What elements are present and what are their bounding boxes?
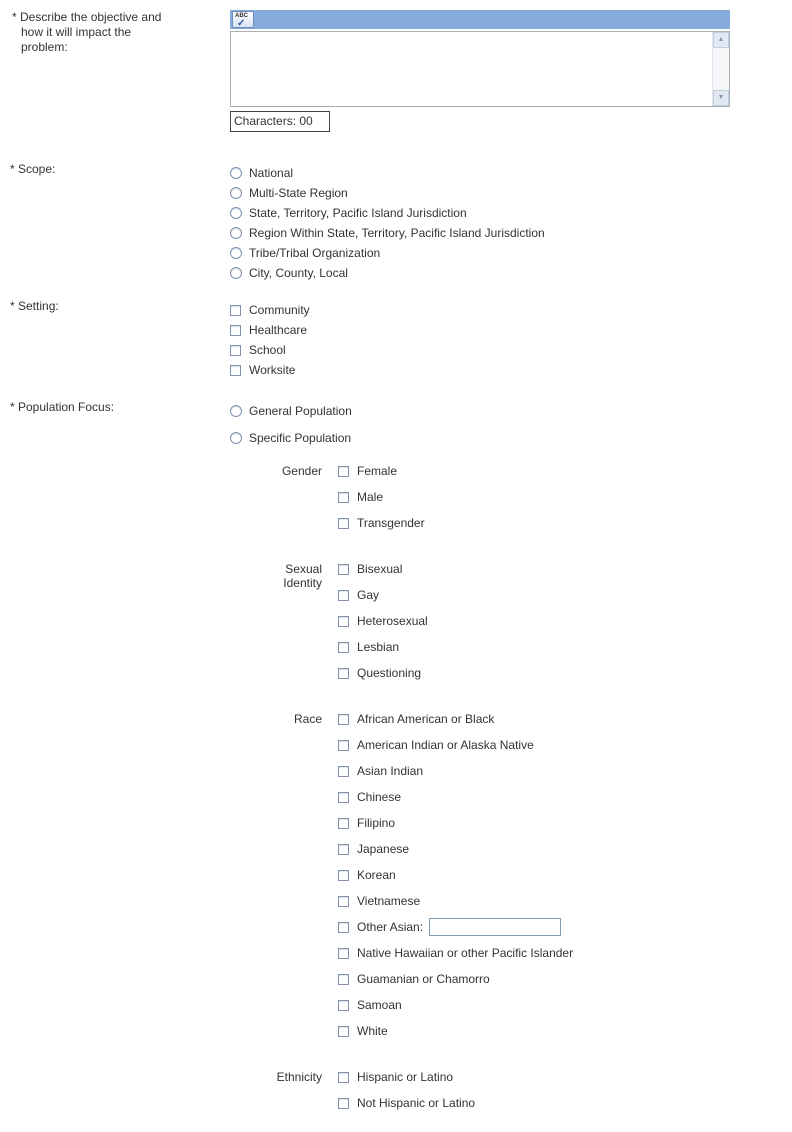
- setting-checkbox-community[interactable]: [230, 305, 241, 316]
- race-option-label-native-hawaiian-or-other-pacific-islander: Native Hawaiian or other Pacific Islander: [357, 946, 574, 960]
- sexual-identity-checkbox-lesbian[interactable]: [338, 642, 349, 653]
- setting-option-label-worksite: Worksite: [249, 363, 296, 377]
- ethnicity-option-label-not-hispanic-or-latino: Not Hispanic or Latino: [357, 1096, 476, 1110]
- population-focus-section: [0, 400, 792, 1116]
- race-checkbox-korean[interactable]: [338, 870, 349, 881]
- scope-radio-national[interactable]: [230, 167, 242, 179]
- race-checkbox-chinese[interactable]: [338, 792, 349, 803]
- scope-option-label-region-within-state-territory-pacific-island-jurisdiction: Region Within State, Territory, Pacific Island Jurisdiction: [249, 226, 545, 240]
- sexual-identity-row-heterosexual: [338, 608, 428, 634]
- setting-option-label-community: Community: [249, 303, 310, 317]
- sexual-identity-option-label-lesbian: Lesbian: [357, 640, 400, 654]
- group-gender: [230, 458, 573, 536]
- race-row-american-indian-or-alaska-native: [338, 732, 573, 758]
- scope-radio-city-county-local[interactable]: [230, 267, 242, 279]
- race-row-guamanian-or-chamorro: [338, 966, 573, 992]
- race-option-label-white: White: [357, 1024, 388, 1038]
- race-checkbox-samoan[interactable]: [338, 1000, 349, 1011]
- race-checkbox-vietnamese[interactable]: [338, 896, 349, 907]
- sexual-identity-option-label-questioning: Questioning: [357, 666, 422, 680]
- scope-row-national: [230, 163, 545, 183]
- setting-options: [230, 299, 310, 380]
- scope-radio-tribe-tribal-organization[interactable]: [230, 247, 242, 259]
- group-label-ethnicity: Ethnicity: [276, 1070, 322, 1084]
- form-page: [0, 10, 792, 1116]
- rich-text-editor: [230, 10, 730, 107]
- race-option-label-asian-indian: Asian Indian: [357, 764, 424, 778]
- objective-label: * Describe the objective and how it will impact the problem:: [12, 10, 162, 54]
- population-groups: [230, 458, 573, 1116]
- setting-row-worksite: [230, 360, 310, 380]
- race-checkbox-african-american-or-black[interactable]: [338, 714, 349, 725]
- sexual-identity-option-label-heterosexual: Heterosexual: [357, 614, 428, 628]
- ethnicity-checkbox-hispanic-or-latino[interactable]: [338, 1072, 349, 1083]
- group-options-sexual-identity: [338, 556, 428, 686]
- race-row-japanese: [338, 836, 573, 862]
- spellcheck-button[interactable]: [232, 11, 254, 28]
- sexual-identity-checkbox-bisexual[interactable]: [338, 564, 349, 575]
- race-row-african-american-or-black: [338, 706, 573, 732]
- race-row-vietnamese: [338, 888, 573, 914]
- gender-row-transgender: [338, 510, 425, 536]
- scroll-down-icon[interactable]: ▼: [713, 90, 729, 106]
- sexual-identity-checkbox-heterosexual[interactable]: [338, 616, 349, 627]
- setting-row-healthcare: [230, 320, 310, 340]
- race-option-label-other-asian: Other Asian:: [357, 920, 424, 934]
- race-option-label-guamanian-or-chamorro: Guamanian or Chamorro: [357, 972, 490, 986]
- race-row-korean: [338, 862, 573, 888]
- race-row-other-asian: [338, 914, 573, 940]
- gender-row-female: [338, 458, 425, 484]
- setting-checkbox-healthcare[interactable]: [230, 325, 241, 336]
- race-row-samoan: [338, 992, 573, 1018]
- population-focus-option-label-general-population: General Population: [249, 404, 352, 418]
- scope-option-label-tribe-tribal-organization: Tribe/Tribal Organization: [249, 246, 381, 260]
- race-text-input-other-asian[interactable]: [429, 918, 561, 936]
- population-focus-options: [230, 400, 573, 1116]
- group-options-race: [338, 706, 573, 1044]
- population-focus-radios: [230, 401, 573, 448]
- group-label-sexual-identity: Sexual Identity: [283, 562, 322, 590]
- setting-option-label-school: School: [249, 343, 286, 357]
- race-option-label-vietnamese: Vietnamese: [357, 894, 421, 908]
- race-option-label-samoan: Samoan: [357, 998, 402, 1012]
- setting-label: * Setting:: [10, 299, 59, 313]
- gender-checkbox-male[interactable]: [338, 492, 349, 503]
- spellcheck-check-icon: ✓: [237, 18, 246, 29]
- group-label-race: Race: [293, 712, 322, 726]
- spellcheck-abc-icon: ABC: [235, 13, 248, 19]
- setting-row-community: [230, 300, 310, 320]
- group-race: [230, 706, 573, 1044]
- sexual-identity-row-questioning: [338, 660, 428, 686]
- group-options-gender: [338, 458, 425, 536]
- group-ethnicity: [230, 1064, 573, 1116]
- gender-option-label-female: Female: [357, 464, 398, 478]
- race-option-label-african-american-or-black: African American or Black: [357, 712, 495, 726]
- group-label-gender: Gender: [281, 464, 322, 478]
- setting-option-label-healthcare: Healthcare: [249, 323, 308, 337]
- ethnicity-option-label-hispanic-or-latino: Hispanic or Latino: [357, 1070, 454, 1084]
- race-option-label-filipino: Filipino: [357, 816, 396, 830]
- sexual-identity-option-label-gay: Gay: [357, 588, 380, 602]
- character-counter: Characters: 00: [230, 111, 330, 132]
- race-option-label-japanese: Japanese: [357, 842, 410, 856]
- race-row-white: [338, 1018, 573, 1044]
- ethnicity-row-not-hispanic-or-latino: [338, 1090, 475, 1116]
- sexual-identity-row-lesbian: [338, 634, 428, 660]
- ethnicity-row-hispanic-or-latino: [338, 1064, 475, 1090]
- scope-options: [230, 162, 545, 283]
- sexual-identity-option-label-bisexual: Bisexual: [357, 562, 403, 576]
- race-option-label-american-indian-or-alaska-native: American Indian or Alaska Native: [357, 738, 534, 752]
- scope-row-state-territory-pacific-island-jurisdiction: [230, 203, 545, 223]
- scope-option-label-city-county-local: City, County, Local: [249, 266, 348, 280]
- editor-toolbar: [230, 10, 730, 29]
- scope-row-region-within-state-territory-pacific-island-jurisdiction: [230, 223, 545, 243]
- scope-option-label-multi-state-region: Multi-State Region: [249, 186, 348, 200]
- race-checkbox-white[interactable]: [338, 1026, 349, 1037]
- scope-section: [0, 162, 792, 283]
- scope-row-multi-state-region: [230, 183, 545, 203]
- gender-option-label-male: Male: [357, 490, 384, 504]
- scope-radio-state-territory-pacific-island-jurisdiction[interactable]: [230, 207, 242, 219]
- race-checkbox-american-indian-or-alaska-native[interactable]: [338, 740, 349, 751]
- setting-section: [0, 299, 792, 380]
- scroll-up-icon[interactable]: ▲: [713, 32, 729, 48]
- scope-radio-multi-state-region[interactable]: [230, 187, 242, 199]
- population-focus-row-general-population: [230, 401, 573, 421]
- setting-checkbox-worksite[interactable]: [230, 365, 241, 376]
- race-option-label-korean: Korean: [357, 868, 396, 882]
- race-checkbox-filipino[interactable]: [338, 818, 349, 829]
- scope-radio-region-within-state-territory-pacific-island-jurisdiction[interactable]: [230, 227, 242, 239]
- population-focus-label: * Population Focus:: [10, 400, 115, 414]
- race-row-chinese: [338, 784, 573, 810]
- population-focus-row-specific-population: [230, 428, 573, 448]
- scope-option-label-state-territory-pacific-island-jurisdiction: State, Territory, Pacific Island Jurisdiction: [249, 206, 467, 220]
- ethnicity-checkbox-not-hispanic-or-latino[interactable]: [338, 1098, 349, 1109]
- objective-section: [0, 10, 792, 132]
- race-row-asian-indian: [338, 758, 573, 784]
- sexual-identity-row-bisexual: [338, 556, 428, 582]
- population-focus-radio-general-population[interactable]: [230, 405, 242, 417]
- setting-row-school: [230, 340, 310, 360]
- population-focus-radio-specific-population[interactable]: [230, 432, 242, 444]
- population-focus-option-label-specific-population: Specific Population: [249, 431, 352, 445]
- group-sexual-identity: [230, 556, 573, 686]
- race-row-native-hawaiian-or-other-pacific-islander: [338, 940, 573, 966]
- textarea-scrollbar[interactable]: [712, 32, 729, 106]
- sexual-identity-checkbox-questioning[interactable]: [338, 668, 349, 679]
- race-option-label-chinese: Chinese: [357, 790, 402, 804]
- scope-option-label-national: National: [249, 166, 294, 180]
- race-row-filipino: [338, 810, 573, 836]
- race-checkbox-other-asian[interactable]: [338, 922, 349, 933]
- sexual-identity-row-gay: [338, 582, 428, 608]
- objective-editor-column: [230, 10, 730, 132]
- scope-row-tribe-tribal-organization: [230, 243, 545, 263]
- race-checkbox-japanese[interactable]: [338, 844, 349, 855]
- gender-row-male: [338, 484, 425, 510]
- race-checkbox-native-hawaiian-or-other-pacific-islander[interactable]: [338, 948, 349, 959]
- scope-row-city-county-local: [230, 263, 545, 283]
- objective-textarea[interactable]: [230, 31, 730, 107]
- gender-checkbox-transgender[interactable]: [338, 518, 349, 529]
- gender-checkbox-female[interactable]: [338, 466, 349, 477]
- gender-option-label-transgender: Transgender: [357, 516, 425, 530]
- race-checkbox-guamanian-or-chamorro[interactable]: [338, 974, 349, 985]
- scope-label: * Scope:: [10, 162, 56, 176]
- sexual-identity-checkbox-gay[interactable]: [338, 590, 349, 601]
- group-options-ethnicity: [338, 1064, 475, 1116]
- race-checkbox-asian-indian[interactable]: [338, 766, 349, 777]
- setting-checkbox-school[interactable]: [230, 345, 241, 356]
